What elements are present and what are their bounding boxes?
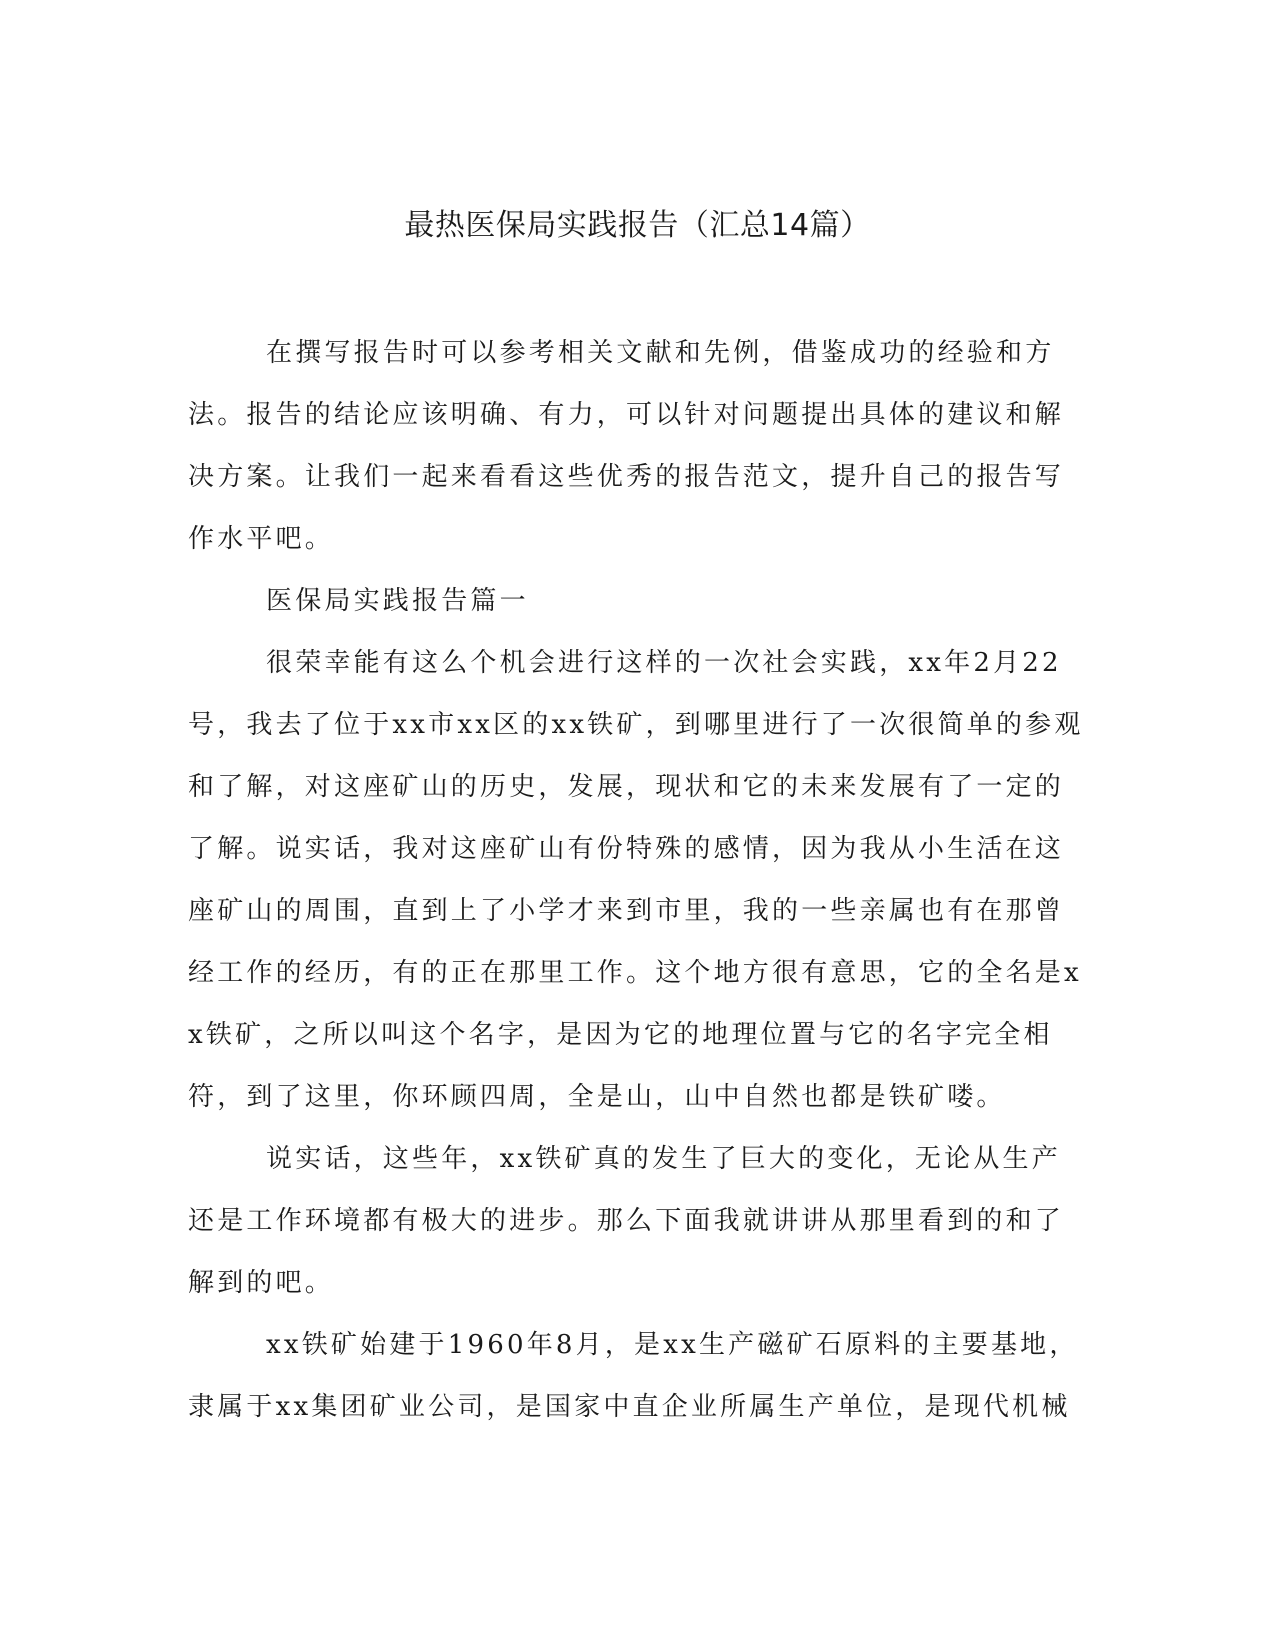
body-paragraph: 很荣幸能有这么个机会进行这样的一次社会实践，xx年2月22号，我去了位于xx市xx区的xx铁矿，到哪里进行了一次很简单的参观和了解，对这座矿山的历史，发展，现状和它的未来发展有了一定的了解。说实话，我对这座矿山有份特殊的感情，因为我从小生活在这座矿山的周围，直到上了小学才来到市里，我的一些亲属也有在那曾经工作的经历，有的正在那里工作。这个地方很有意思，它的全名是xx铁矿，之所以叫这个名字，是因为它的地理位置与它的名字完全相符，到了这里，你环顾四周，全是山，山中自然也都是铁矿喽。 bbox=[188, 648, 1084, 1112]
intro-paragraph: 在撰写报告时可以参考相关文献和先例，借鉴成功的经验和方法。报告的结论应该明确、有力，可以针对问题提出具体的建议和解决方案。让我们一起来看看这些优秀的报告范文，提升自己的报告写作水平吧。 bbox=[188, 338, 1065, 554]
document-body bbox=[188, 322, 1088, 1438]
document-title: 最热医保局实践报告（汇总14篇） bbox=[404, 208, 871, 243]
section-heading: 医保局实践报告篇一 bbox=[266, 586, 529, 616]
body-paragraph: 说实话，这些年，xx铁矿真的发生了巨大的变化，无论从生产还是工作环境都有极大的进步。那么下面我就讲讲从那里看到的和了解到的吧。 bbox=[188, 1144, 1065, 1298]
body-paragraph: xx铁矿始建于1960年8月，是xx生产磁矿石原料的主要基地，隶属于xx集团矿业公司，是国家中直企业所属生产单位，是现代机械 bbox=[188, 1330, 1079, 1422]
